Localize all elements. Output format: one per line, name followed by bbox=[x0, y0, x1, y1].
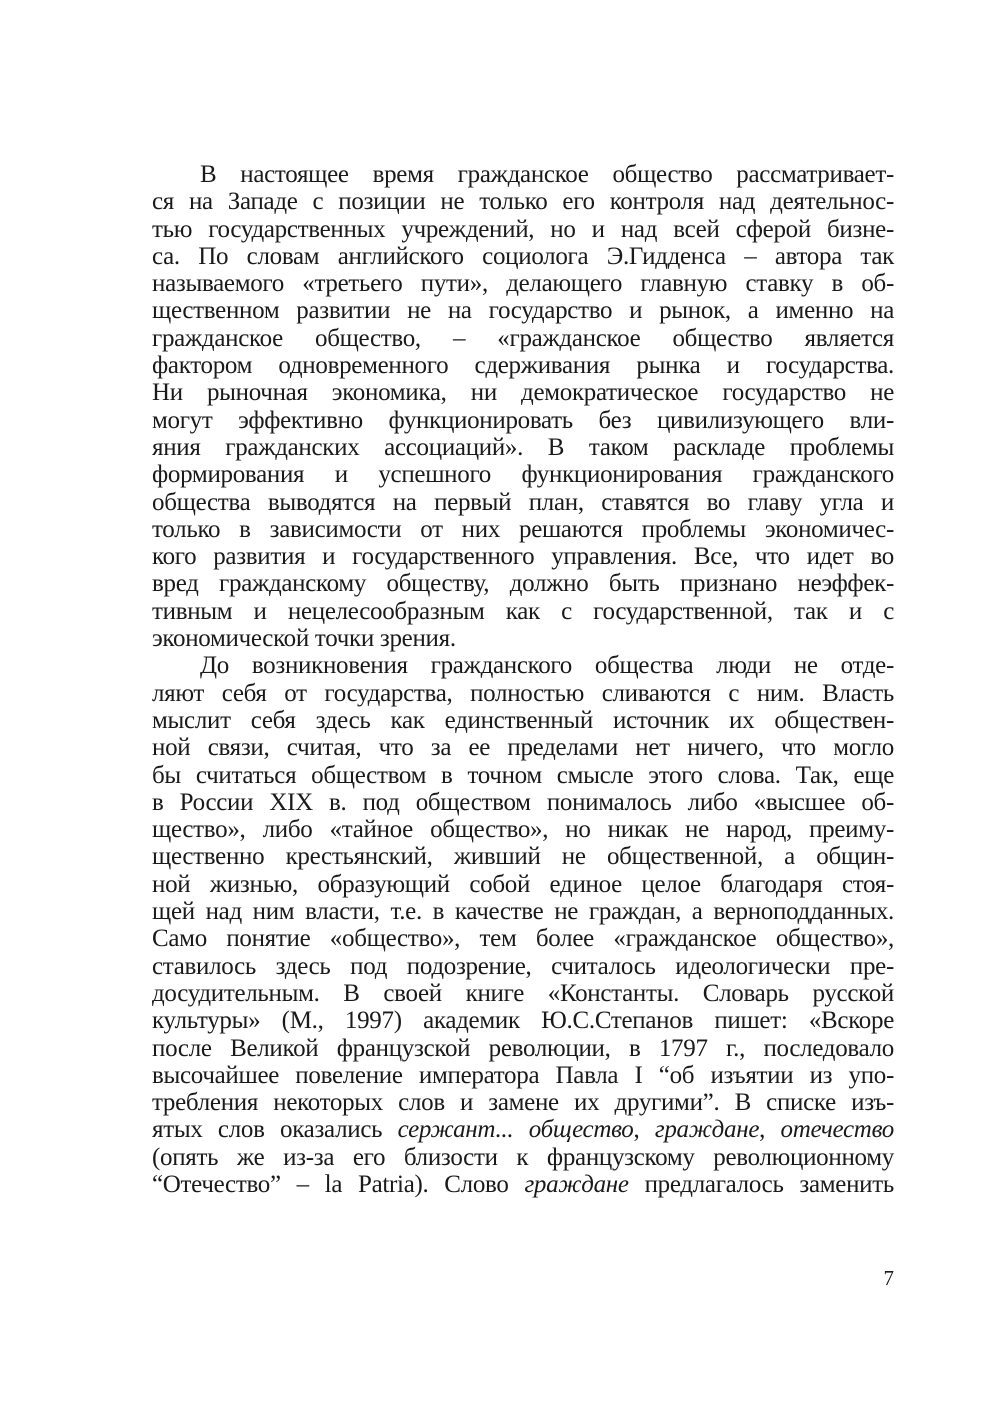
text-line: могут эффективно функционировать без цивилизующего вли- bbox=[152, 406, 894, 434]
text-line: формирования и успешного функционирования гражданского bbox=[152, 461, 894, 489]
text-line: тивным и нецелесообразным как с государственной, так и с bbox=[152, 597, 894, 625]
page-number: 7 bbox=[883, 1266, 894, 1290]
italic-term: граждане bbox=[654, 1116, 760, 1144]
text-line: называемого «третьего пути», делающего главную ставку в об- bbox=[152, 270, 894, 298]
italic-term: отечество bbox=[780, 1116, 894, 1144]
italic-term: граждане bbox=[524, 1170, 629, 1198]
text-run: предлагалось заменить bbox=[628, 1170, 894, 1198]
text-line: са. По словам английского социолога Э.Гидденса – автора так bbox=[152, 242, 894, 270]
text-line: В настоящее время гражданское общество рассматривает- bbox=[200, 161, 894, 188]
text-line: ляют себя от государства, полностью сливаются с ним. Власть bbox=[152, 679, 894, 707]
text-line: ся на Западе с позиции не только его контроля над деятельнос- bbox=[152, 188, 894, 216]
text-run: ятых слов оказались bbox=[152, 1116, 398, 1144]
italic-term: сержант... общество bbox=[397, 1116, 634, 1144]
text-line: щей над ним власти, т.е. в качестве не граждан, а верноподданных. bbox=[152, 898, 894, 926]
text-line: щественном развитии не на государство и рынок, а именно на bbox=[152, 297, 894, 325]
text-line: фактором одновременного сдерживания рынка и государства. bbox=[152, 352, 894, 380]
text-line: вред гражданскому обществу, должно быть признано неэффек- bbox=[152, 570, 894, 598]
text-line: только в зависимости от них решаются проблемы экономичес- bbox=[152, 515, 894, 543]
text-line: ной связи, считая, что за ее пределами нет ничего, что могло bbox=[152, 734, 894, 762]
text-line: кого развития и государственного управления. Все, что идет во bbox=[152, 543, 894, 571]
text-line: в России XIX в. под обществом понималось либо «высшее об- bbox=[152, 788, 894, 816]
text-line: щество», либо «тайное общество», но никак не народ, преиму- bbox=[152, 816, 894, 844]
text-line: мыслит себя здесь как единственный источник их обществен- bbox=[152, 706, 894, 734]
text-run: , bbox=[633, 1116, 655, 1144]
text-line: (опять же из-за его близости к французскому революционному bbox=[152, 1143, 894, 1171]
text-line: гражданское общество, – «гражданское общество является bbox=[152, 324, 894, 352]
text-line: До возникновения гражданского общества люди не отде- bbox=[200, 652, 894, 680]
text-line-with-italics bbox=[152, 1171, 894, 1198]
text-line: культуры» (М., 1997) академик Ю.С.Степанов пишет: «Вскоре bbox=[152, 1007, 894, 1035]
text-line: общества выводятся на первый план, ставятся во главу угла и bbox=[152, 488, 894, 516]
paragraph-2 bbox=[152, 652, 894, 1198]
text-line: щественно крестьянский, живший не общественной, а общин- bbox=[152, 843, 894, 871]
paragraph-1 bbox=[152, 161, 894, 652]
text-line: досудительным. В своей книге «Константы. Словарь русской bbox=[152, 979, 894, 1007]
text-line: тью государственных учреждений, но и над всей сферой бизне- bbox=[152, 215, 894, 243]
text-line: высочайшее повеление императора Павла I “об изъятии из упо- bbox=[152, 1061, 894, 1089]
text-line: Само понятие «общество», тем более «гражданское общество», bbox=[152, 925, 894, 953]
text-line: ставилось здесь под подозрение, считалось идеологически пре- bbox=[152, 952, 894, 980]
text-line: Ни рыночная экономика, ни демократическое государство не bbox=[152, 379, 894, 407]
text-line-with-italics bbox=[152, 1116, 894, 1143]
text-line: требления некоторых слов и замене их другими”. В списке изъ- bbox=[152, 1089, 894, 1117]
text-line: яния гражданских ассоциаций». В таком раскладе проблемы bbox=[152, 433, 894, 461]
body-text bbox=[152, 161, 894, 1198]
text-line: бы считаться обществом в точном смысле этого слова. Так, еще bbox=[152, 761, 894, 789]
text-line: ной жизнью, образующий собой единое целое благодаря стоя- bbox=[152, 870, 894, 898]
text-run: , bbox=[759, 1116, 781, 1144]
text-run: “Отечество” – la Patria). Слово bbox=[152, 1170, 525, 1198]
text-line: экономической точки зрения. bbox=[152, 625, 456, 653]
text-line: после Великой французской революции, в 1797 г., последовало bbox=[152, 1034, 894, 1062]
